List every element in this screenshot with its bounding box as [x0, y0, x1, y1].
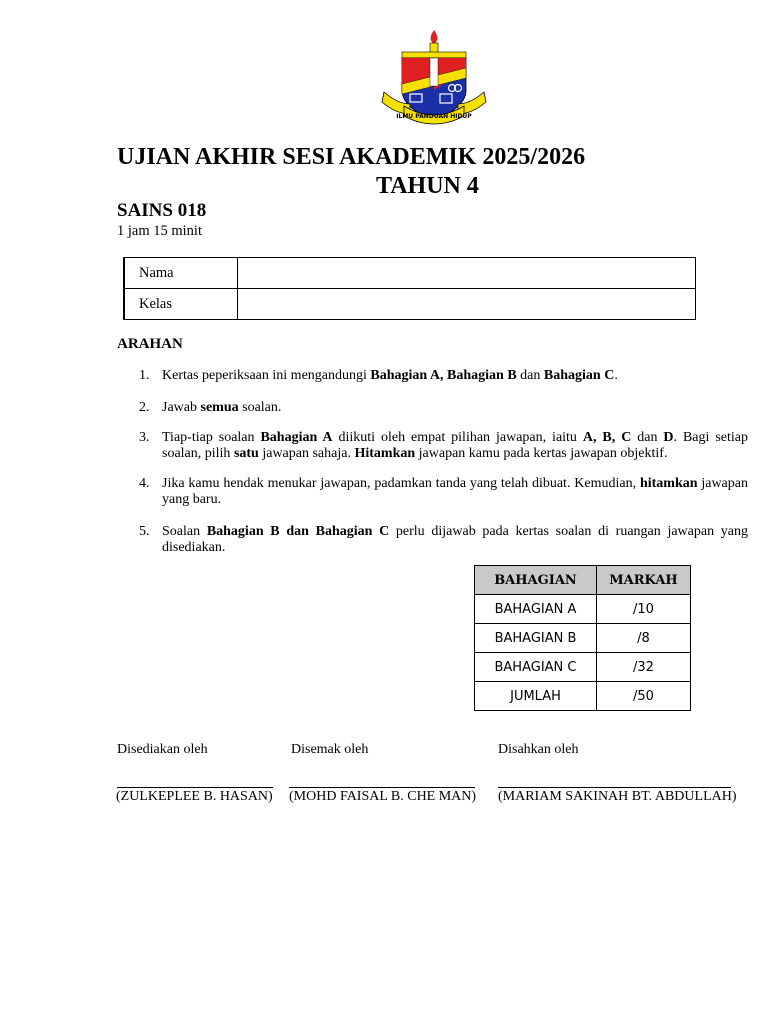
- instruction-emphasis: Bahagian A, Bahagian B: [370, 368, 517, 383]
- marks-cell: /32: [597, 653, 691, 682]
- exam-duration: 1 jam 15 minit: [117, 223, 202, 239]
- table-row: [475, 595, 691, 624]
- marks-cell: /10: [597, 595, 691, 624]
- instruction-item: [117, 430, 748, 462]
- instruction-item: [117, 368, 748, 384]
- marks-cell: /8: [597, 624, 691, 653]
- instruction-number: 1.: [139, 368, 150, 383]
- subject-code: SAINS 018: [117, 200, 207, 221]
- table-row: [475, 682, 691, 711]
- class-field[interactable]: [238, 289, 696, 320]
- instruction-text: perlu dijawab pada kertas soalan di ruangan jawapan yang disediakan.: [162, 524, 749, 555]
- instruction-text: jawapan yang baru.: [162, 476, 748, 507]
- prepared-by-signature-line: [117, 787, 273, 788]
- instruction-item: [117, 400, 748, 416]
- instruction-text: diikuti oleh empat pilihan jawapan, iaitu: [332, 430, 583, 445]
- prepared-by-label: Disediakan oleh: [117, 742, 208, 757]
- instruction-number: 5.: [139, 524, 150, 539]
- approved-by-label: Disahkan oleh: [498, 742, 579, 757]
- instruction-text: Jawab: [162, 400, 201, 415]
- marks-table-header: [475, 566, 691, 595]
- student-info-table: [123, 257, 696, 320]
- instructions-list: [117, 368, 748, 556]
- section-cell: JUMLAH: [475, 682, 597, 711]
- instruction-item: [117, 476, 748, 508]
- marks-column-header: MARKAH: [597, 566, 691, 595]
- table-row: [475, 653, 691, 682]
- instruction-text: .: [614, 368, 618, 383]
- instruction-emphasis: hitamkan: [639, 476, 698, 491]
- name-label: Nama: [124, 258, 238, 289]
- instruction-text: dan: [631, 430, 664, 445]
- instructions-heading: ARAHAN: [117, 336, 183, 352]
- instruction-emphasis: satu: [233, 446, 259, 461]
- prepared-by-name: (ZULKEPLEE B. HASAN): [116, 789, 273, 804]
- name-field[interactable]: [238, 258, 696, 289]
- instruction-emphasis: Bahagian A: [260, 430, 333, 445]
- instruction-emphasis: semua: [200, 400, 239, 415]
- instruction-text: Tiap-tiap soalan: [162, 430, 261, 445]
- instruction-text: Jika kamu hendak menukar jawapan, padamkan tanda yang telah dibuat. Kemudian,: [162, 476, 640, 491]
- instruction-emphasis: D: [663, 430, 674, 445]
- instruction-emphasis: Hitamkan: [354, 446, 416, 461]
- section-cell: BAHAGIAN B: [475, 624, 597, 653]
- instruction-number: 4.: [139, 476, 150, 491]
- marks-table: [474, 565, 691, 711]
- student-name-row: [124, 258, 696, 289]
- instruction-text: jawapan kamu pada kertas jawapan objektif.: [415, 446, 668, 461]
- school-crest-logo: [380, 28, 488, 128]
- checked-by-signature-line: [289, 787, 475, 788]
- class-label: Kelas: [124, 289, 238, 320]
- section-column-header: BAHAGIAN: [475, 566, 597, 595]
- exam-year: TAHUN 4: [376, 173, 479, 199]
- approved-by-name: (MARIAM SAKINAH BT. ABDULLAH): [498, 789, 737, 804]
- instruction-text: soalan.: [238, 400, 282, 415]
- section-cell: BAHAGIAN C: [475, 653, 597, 682]
- instruction-emphasis: Bahagian C: [543, 368, 615, 383]
- student-class-row: [124, 289, 696, 320]
- section-cell: BAHAGIAN A: [475, 595, 597, 624]
- instruction-emphasis: Bahagian B dan Bahagian C: [206, 524, 390, 539]
- instruction-text: Kertas peperiksaan ini mengandungi: [162, 368, 371, 383]
- crest-motto-text: ILMU PANDUAN HIDUP: [396, 113, 472, 120]
- instruction-text: Soalan: [162, 524, 207, 539]
- exam-title: UJIAN AKHIR SESI AKADEMIK 2025/2026: [117, 144, 586, 170]
- instruction-text: dan: [516, 368, 544, 383]
- instruction-text: . Bagi setiap soalan, pilih: [162, 430, 748, 461]
- approved-by-signature-line: [498, 787, 731, 788]
- instruction-item: [117, 524, 748, 556]
- checked-by-label: Disemak oleh: [291, 742, 369, 757]
- checked-by-name: (MOHD FAISAL B. CHE MAN): [289, 789, 477, 804]
- instruction-text: jawapan sahaja.: [258, 446, 355, 461]
- table-row: [475, 624, 691, 653]
- marks-cell: /50: [597, 682, 691, 711]
- instruction-number: 3.: [139, 430, 150, 445]
- instruction-number: 2.: [139, 400, 150, 415]
- instruction-emphasis: A, B, C: [582, 430, 632, 445]
